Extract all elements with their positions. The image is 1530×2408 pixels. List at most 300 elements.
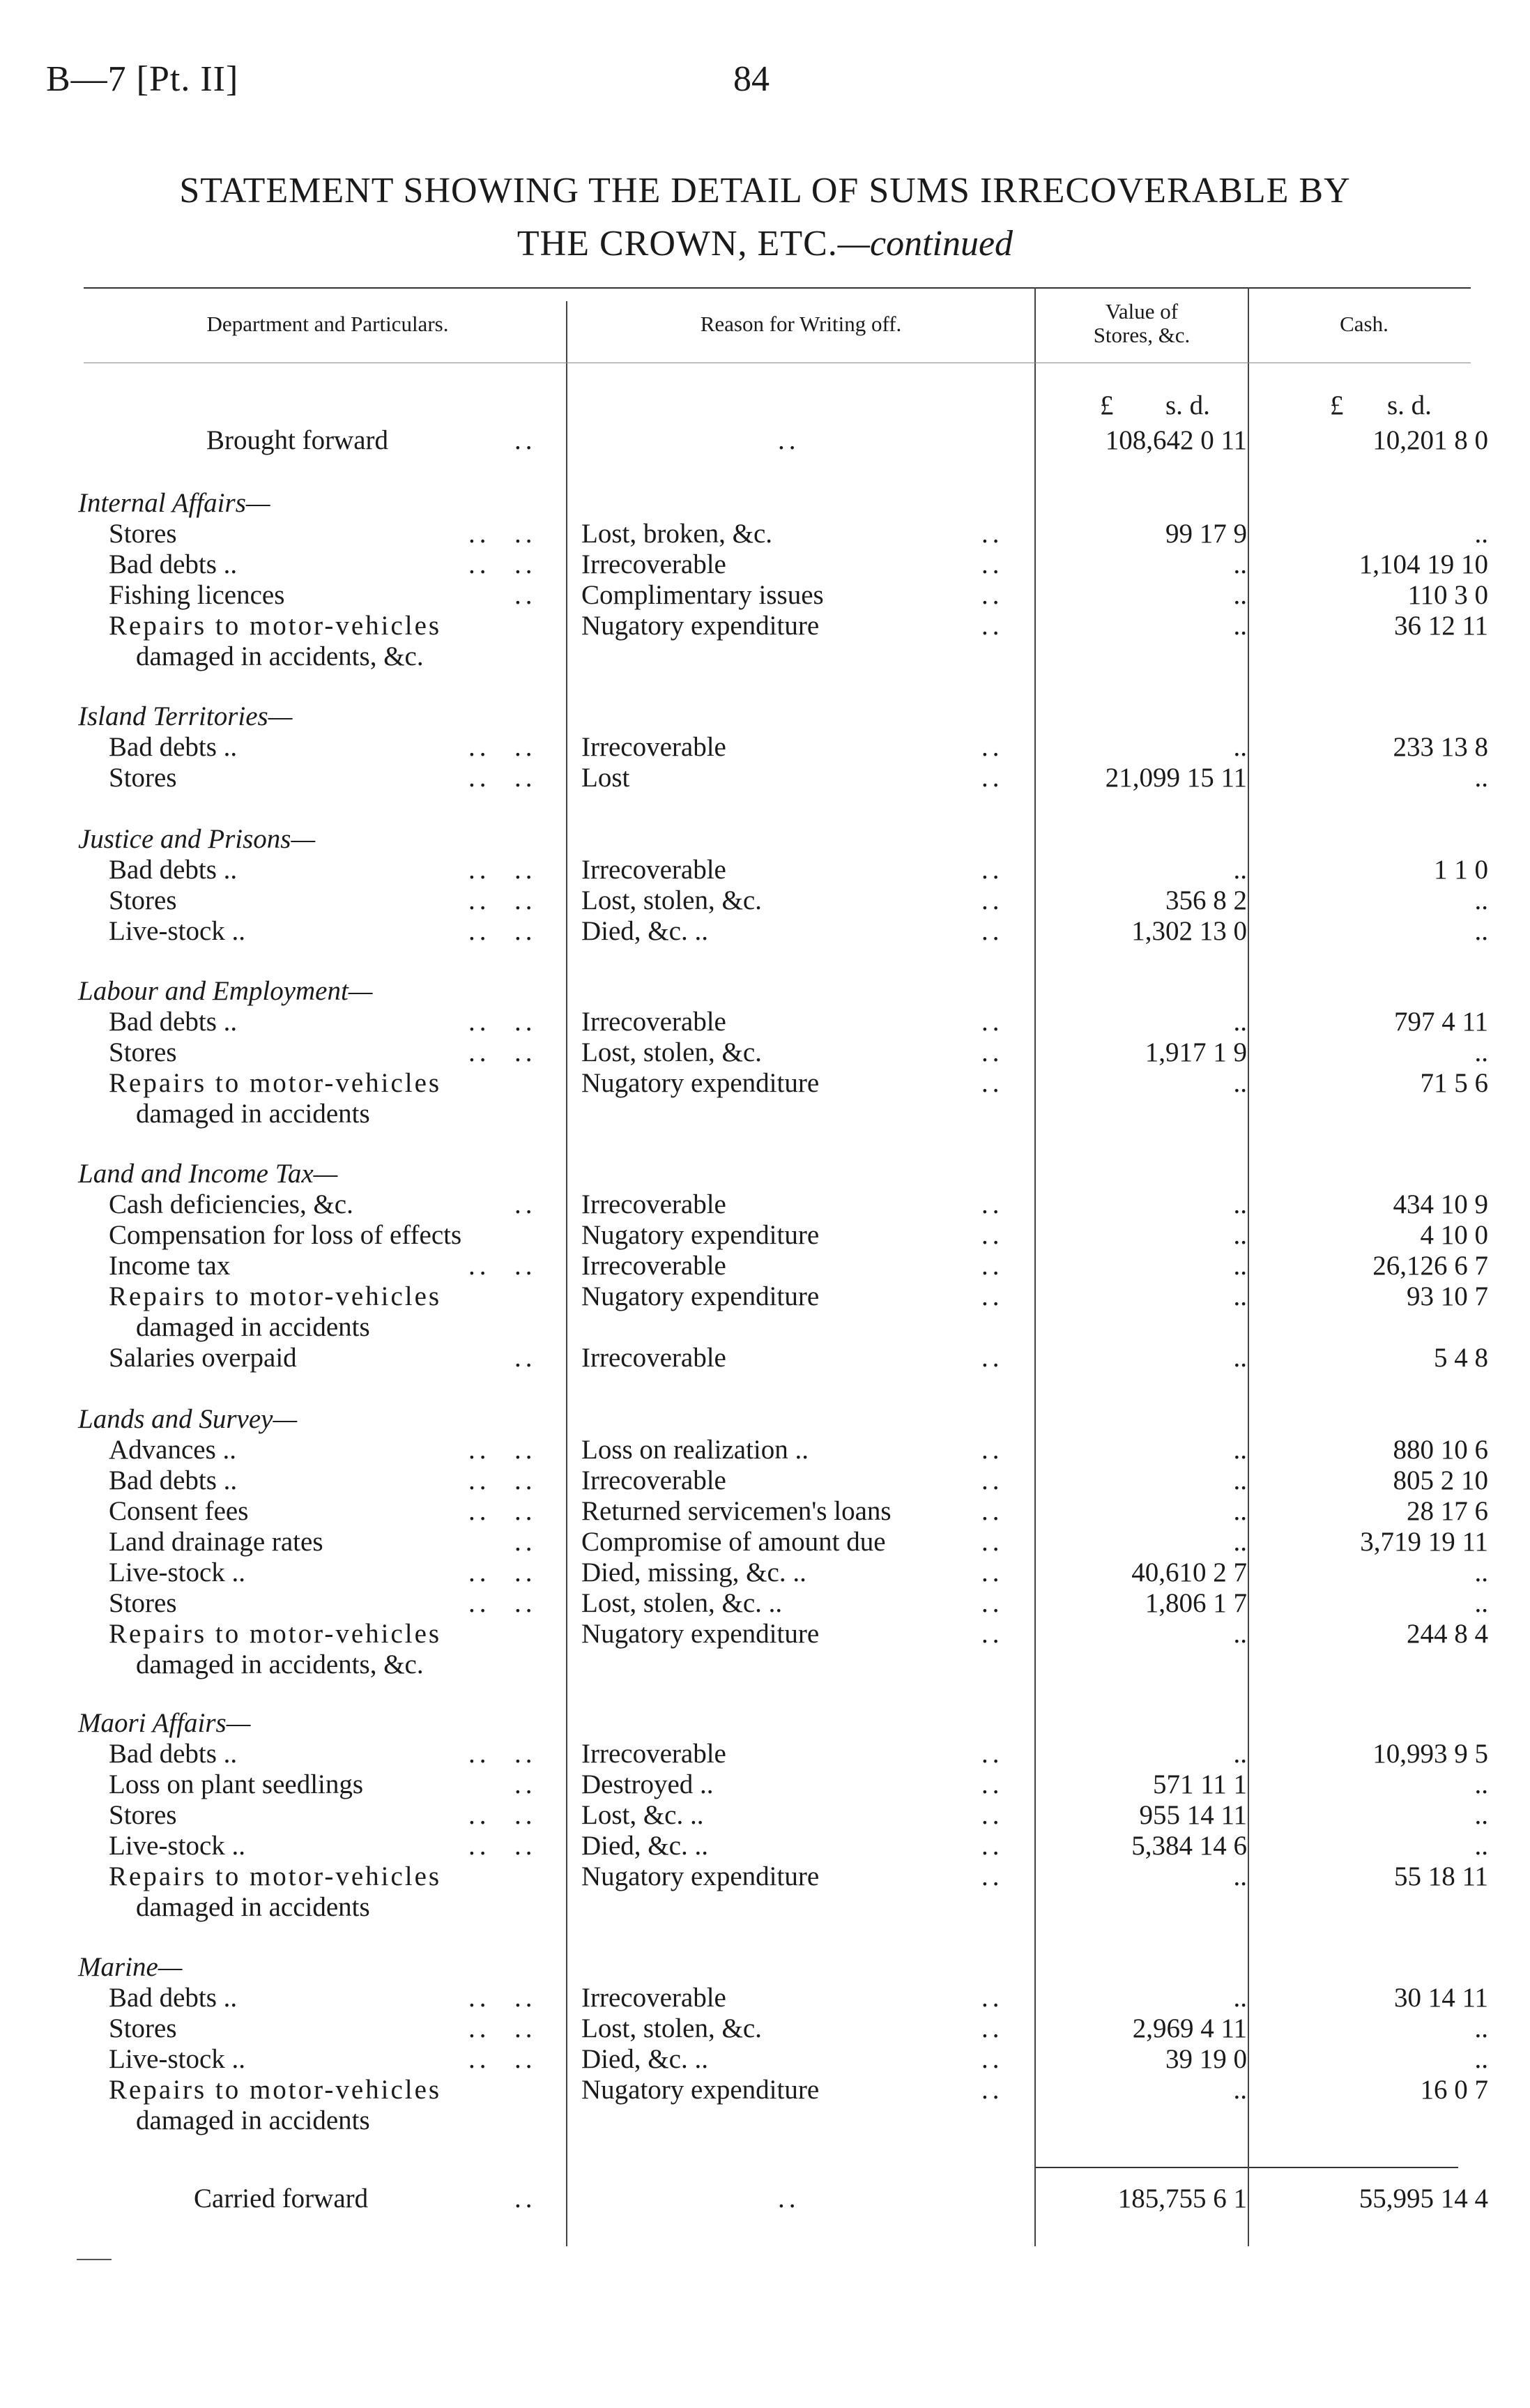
reason-dots: .. [981, 855, 1004, 885]
row-reason: Irrecoverable [581, 1251, 726, 1281]
table-row [0, 1983, 1530, 2013]
table-row [0, 1220, 1530, 1251]
row-item: Repairs to motor-vehicles [109, 611, 442, 641]
reason-dots: .. [981, 1220, 1004, 1250]
row-item: Bad debts .. [109, 732, 238, 762]
table-row [0, 916, 1530, 947]
cash-value: .. [1474, 1037, 1488, 1067]
col-header-stores-line1: Value of [1105, 299, 1179, 323]
row-item: Loss on plant seedlings [109, 1769, 364, 1799]
row-dots: .. [514, 1588, 537, 1618]
row-reason: Compromise of amount due [581, 1527, 886, 1557]
row-item: Repairs to motor-vehicles [109, 1619, 442, 1649]
col-header-dept: Department and Particulars. [206, 312, 449, 336]
table-row [0, 1251, 1530, 1281]
row-reason: Irrecoverable [581, 1465, 726, 1495]
row-dots: .. [514, 916, 537, 946]
row-item: Consent fees [109, 1496, 249, 1526]
row-item: Stores [109, 763, 177, 793]
stores-value: 1,806 1 7 [1145, 1588, 1247, 1618]
cash-value: 30 14 11 [1393, 1983, 1488, 2013]
row-dots: .. [468, 763, 491, 793]
cash-value: 233 13 8 [1393, 732, 1488, 762]
reason-dots: .. [981, 1281, 1004, 1311]
table-row [0, 1619, 1530, 1649]
row-reason: Destroyed .. [581, 1769, 714, 1799]
row-dots: .. [514, 1189, 537, 1219]
section-heading: Internal Affairs— [78, 488, 270, 518]
cash-value: 1,104 19 10 [1359, 549, 1488, 579]
row-dots: .. [514, 1557, 537, 1587]
row-reason: Nugatory expenditure [581, 1281, 820, 1311]
reason-dots: .. [981, 732, 1004, 762]
table-row [0, 1527, 1530, 1557]
reason-dots: .. [981, 1588, 1004, 1618]
row-reason: Died, &c. .. [581, 2044, 708, 2074]
col-header-cash: Cash. [1340, 312, 1389, 336]
stores-sd-unit: s. d. [1165, 390, 1210, 420]
cash-value: .. [1474, 1831, 1488, 1861]
table-row [0, 885, 1530, 916]
cash-value: 110 3 0 [1407, 580, 1488, 610]
section-heading-row [0, 976, 1530, 1007]
row-dots: .. [468, 1557, 491, 1587]
stores-value: .. [1233, 1343, 1247, 1373]
row-dots: .. [468, 519, 491, 549]
row-item: Fishing licences [109, 580, 285, 610]
reason-dots: .. [981, 1557, 1004, 1587]
stores-value: .. [1233, 1861, 1247, 1891]
row-item: Compensation for loss of effects [109, 1220, 462, 1250]
cash-value: 880 10 6 [1393, 1435, 1488, 1465]
row-reason: Irrecoverable [581, 1007, 726, 1037]
table-row [0, 1496, 1530, 1527]
page-number: 84 [733, 59, 770, 99]
row-dots: .. [514, 763, 537, 793]
table-row [0, 1588, 1530, 1619]
table-row [0, 1343, 1530, 1373]
reason-dots: .. [981, 1068, 1004, 1098]
row-dots: .. [514, 1037, 537, 1067]
cash-value: 3,719 19 11 [1360, 1527, 1488, 1557]
stores-value: .. [1233, 1619, 1247, 1649]
row-item: Cash deficiencies, &c. [109, 1189, 353, 1219]
cash-value: 55,995 14 4 [1359, 2184, 1488, 2213]
cash-value: .. [1474, 916, 1488, 946]
stores-value: .. [1233, 1007, 1247, 1037]
table-row [0, 1557, 1530, 1588]
cash-value: 26,126 6 7 [1372, 1251, 1488, 1281]
row-item: Salaries overpaid [109, 1343, 297, 1373]
carried-forward-label: Carried forward [194, 2184, 369, 2213]
row-dots: .. [514, 885, 537, 915]
units-row [0, 390, 1530, 421]
reason-dots: .. [981, 1769, 1004, 1799]
cash-total-rule [1249, 2167, 1458, 2168]
reason-dots: .. [981, 1527, 1004, 1557]
row-dots: .. [514, 1527, 537, 1557]
row-item: Stores [109, 1037, 177, 1067]
table-row [0, 2044, 1530, 2075]
document-reference: B—7 [Pt. II] [46, 59, 239, 99]
row-dots: .. [468, 1831, 491, 1861]
row-reason: Lost [581, 763, 630, 793]
row-dots: .. [514, 1343, 537, 1373]
row-reason: Irrecoverable [581, 855, 726, 885]
section-heading: Maori Affairs— [78, 1708, 251, 1738]
reason-dots: .. [981, 885, 1004, 915]
cash-value: .. [1474, 1557, 1488, 1587]
stores-value: .. [1233, 580, 1247, 610]
row-item: Bad debts .. [109, 1465, 238, 1495]
stores-value: 5,384 14 6 [1131, 1831, 1247, 1861]
row-dots: .. [468, 2044, 491, 2074]
row-item: Advances .. [109, 1435, 237, 1465]
reason-dots: .. [981, 1739, 1004, 1769]
reason-dots: .. [981, 519, 1004, 549]
row-item: Live-stock .. [109, 1557, 246, 1587]
row-reason: Lost, broken, &c. [581, 519, 773, 549]
row-dots: .. [468, 732, 491, 762]
stores-value: .. [1233, 1281, 1247, 1311]
section-heading-row [0, 1404, 1530, 1435]
section-heading-row [0, 488, 1530, 519]
section-heading-row [0, 1952, 1530, 1983]
row-item: Repairs to motor-vehicles [109, 1068, 442, 1098]
reason-dots: .. [981, 1831, 1004, 1861]
table-row [0, 1831, 1530, 1861]
cash-value: .. [1474, 519, 1488, 549]
row-reason: Irrecoverable [581, 732, 726, 762]
table-row-continuation [0, 1892, 1530, 1923]
stores-value: 1,302 13 0 [1131, 916, 1247, 946]
row-item: Bad debts .. [109, 1739, 238, 1769]
row-dots: .. [514, 2184, 537, 2213]
row-item: Stores [109, 2013, 177, 2043]
table-row [0, 1739, 1530, 1769]
reason-dots: .. [981, 1800, 1004, 1830]
reason-dots: .. [981, 1343, 1004, 1373]
row-reason: Lost, &c. .. [581, 1800, 704, 1830]
row-item: Stores [109, 1800, 177, 1830]
reason-dots: .. [981, 1189, 1004, 1219]
reason-dots: .. [981, 2013, 1004, 2043]
cash-value: .. [1474, 763, 1488, 793]
stores-value: .. [1233, 1527, 1247, 1557]
col-header-stores-line2: Stores, &c. [1093, 323, 1191, 347]
row-dots: .. [514, 1800, 537, 1830]
row-dots: .. [514, 1739, 537, 1769]
section-heading: Land and Income Tax— [78, 1159, 338, 1189]
row-reason: Nugatory expenditure [581, 1861, 820, 1891]
reason-dots: .. [981, 549, 1004, 579]
stores-value: 21,099 15 11 [1105, 763, 1247, 793]
row-reason: Irrecoverable [581, 549, 726, 579]
row-dots: .. [514, 1251, 537, 1281]
cash-value: .. [1474, 1800, 1488, 1830]
row-item: Stores [109, 1588, 177, 1618]
row-dots: .. [514, 1435, 537, 1465]
reason-dots: .. [981, 1465, 1004, 1495]
reason-dots: .. [981, 2075, 1004, 2105]
row-dots: .. [514, 855, 537, 885]
table-row [0, 1068, 1530, 1099]
row-dots: .. [468, 1251, 491, 1281]
table-row-continuation [0, 2105, 1530, 2136]
row-dots: .. [514, 2044, 537, 2074]
table-row [0, 1281, 1530, 1312]
table-row-continuation [0, 1099, 1530, 1129]
reason-dots: .. [981, 1251, 1004, 1281]
table-row [0, 2075, 1530, 2105]
stores-value: .. [1233, 2075, 1247, 2105]
reason-dots: .. [981, 611, 1004, 641]
row-item-continuation: damaged in accidents [136, 1312, 370, 1342]
row-dots: .. [468, 1465, 491, 1495]
section-heading-row [0, 1159, 1530, 1189]
cash-value: .. [1474, 1769, 1488, 1799]
row-dots: .. [468, 1588, 491, 1618]
table-row [0, 1007, 1530, 1037]
row-dots: .. [468, 1007, 491, 1037]
row-dots: .. [514, 1983, 537, 2013]
table-row [0, 1037, 1530, 1068]
cash-value: 36 12 11 [1393, 611, 1488, 641]
row-item-continuation: damaged in accidents, &c. [136, 1649, 424, 1679]
table-row [0, 519, 1530, 549]
reason-dots: .. [778, 2184, 800, 2213]
stores-value: 39 19 0 [1165, 2044, 1247, 2074]
reason-dots: .. [981, 1007, 1004, 1037]
stores-value: .. [1233, 1251, 1247, 1281]
reason-dots: .. [981, 1496, 1004, 1526]
stores-value: 2,969 4 11 [1132, 2013, 1247, 2043]
title-continued: —continued [837, 224, 1013, 264]
reason-dots: .. [981, 1861, 1004, 1891]
stores-value: 1,917 1 9 [1145, 1037, 1247, 1067]
stores-value: .. [1233, 1189, 1247, 1219]
carried-forward-row [0, 2184, 1530, 2214]
row-item-continuation: damaged in accidents, &c. [136, 641, 424, 671]
section-heading-row [0, 1708, 1530, 1739]
cash-value: 28 17 6 [1407, 1496, 1488, 1526]
row-dots: .. [514, 1465, 537, 1495]
stores-value: 955 14 11 [1139, 1800, 1247, 1830]
row-reason: Irrecoverable [581, 1189, 726, 1219]
stores-value: 40,610 2 7 [1131, 1557, 1247, 1587]
table-row [0, 1435, 1530, 1465]
stores-value: .. [1233, 1739, 1247, 1769]
col-header-reason: Reason for Writing off. [700, 312, 902, 336]
section-heading-row [0, 701, 1530, 732]
cash-value: 805 2 10 [1393, 1465, 1488, 1495]
reason-dots: .. [981, 1619, 1004, 1649]
cash-value: 4 10 0 [1420, 1220, 1488, 1250]
cash-value: 93 10 7 [1407, 1281, 1488, 1311]
reason-dots: .. [778, 425, 800, 455]
row-reason: Irrecoverable [581, 1343, 726, 1373]
reason-dots: .. [981, 580, 1004, 610]
table-top-rule [84, 287, 1471, 289]
title-line2-text: THE CROWN, ETC. [517, 224, 838, 264]
stores-total-rule [1036, 2167, 1248, 2168]
col-header-stores [1036, 300, 1248, 347]
row-dots: .. [468, 855, 491, 885]
row-dots: .. [468, 2013, 491, 2043]
table-row [0, 1800, 1530, 1831]
reason-dots: .. [981, 1983, 1004, 2013]
reason-dots: .. [981, 1435, 1004, 1465]
row-dots: .. [514, 1831, 537, 1861]
table-row [0, 763, 1530, 793]
table-row-continuation [0, 1312, 1530, 1343]
row-dots: .. [468, 1435, 491, 1465]
row-item: Stores [109, 519, 177, 549]
row-dots: .. [468, 549, 491, 579]
page-title-line2 [0, 223, 1530, 264]
row-dots: .. [468, 1800, 491, 1830]
cash-value: 244 8 4 [1407, 1619, 1488, 1649]
table-row [0, 611, 1530, 641]
stores-value: .. [1233, 549, 1247, 579]
row-dots: .. [468, 1739, 491, 1769]
stores-value: .. [1233, 732, 1247, 762]
cash-value: .. [1474, 885, 1488, 915]
row-reason: Returned servicemen's loans [581, 1496, 892, 1526]
row-item: Income tax [109, 1251, 231, 1281]
row-item: Land drainage rates [109, 1527, 323, 1557]
reason-dots: .. [981, 763, 1004, 793]
row-item-continuation: damaged in accidents [136, 1099, 370, 1129]
row-reason: Lost, stolen, &c. [581, 1037, 762, 1067]
row-item: Live-stock .. [109, 1831, 246, 1861]
stores-value: .. [1233, 1496, 1247, 1526]
stores-pound-unit: £ [1100, 390, 1114, 420]
row-reason: Lost, stolen, &c. [581, 2013, 762, 2043]
row-reason: Irrecoverable [581, 1739, 726, 1769]
row-item: Bad debts .. [109, 855, 238, 885]
stores-value: .. [1233, 1465, 1247, 1495]
table-row-continuation [0, 1649, 1530, 1680]
row-dots: .. [514, 1769, 537, 1799]
table-row [0, 1465, 1530, 1496]
stores-value: 108,642 0 11 [1105, 425, 1247, 455]
stores-value: 185,755 6 1 [1117, 2184, 1247, 2213]
stores-value: .. [1233, 1068, 1247, 1098]
section-heading: Marine— [78, 1952, 183, 1982]
row-dots: .. [468, 1496, 491, 1526]
stores-value: .. [1233, 611, 1247, 641]
stores-value: .. [1233, 1435, 1247, 1465]
row-dots: .. [514, 1496, 537, 1526]
cash-value: 5 4 8 [1434, 1343, 1488, 1373]
cash-pound-unit: £ [1330, 390, 1344, 420]
cash-value: .. [1474, 2013, 1488, 2043]
cash-value: 16 0 7 [1420, 2075, 1488, 2105]
cash-value: 55 18 11 [1393, 1861, 1488, 1891]
row-item: Bad debts .. [109, 549, 238, 579]
row-item: Repairs to motor-vehicles [109, 1861, 442, 1891]
row-reason: Nugatory expenditure [581, 1220, 820, 1250]
row-item: Stores [109, 885, 177, 915]
stores-value: .. [1233, 1983, 1247, 2013]
row-item: Live-stock .. [109, 2044, 246, 2074]
table-row [0, 855, 1530, 885]
stores-value: 356 8 2 [1165, 885, 1247, 915]
table-row [0, 1861, 1530, 1892]
row-reason: Died, missing, &c. .. [581, 1557, 806, 1587]
stores-value: .. [1233, 855, 1247, 885]
row-item: Bad debts .. [109, 1983, 238, 2013]
row-reason: Nugatory expenditure [581, 1068, 820, 1098]
row-item: Live-stock .. [109, 916, 246, 946]
table-row [0, 580, 1530, 611]
stores-value: 99 17 9 [1165, 519, 1247, 549]
row-dots: .. [468, 1037, 491, 1067]
row-reason: Nugatory expenditure [581, 2075, 820, 2105]
cash-value: .. [1474, 2044, 1488, 2074]
table-row [0, 1189, 1530, 1220]
row-dots: .. [514, 1007, 537, 1037]
reason-dots: .. [981, 916, 1004, 946]
cash-value: 10,201 8 0 [1372, 425, 1488, 455]
cash-value: 71 5 6 [1420, 1068, 1488, 1098]
row-item: Repairs to motor-vehicles [109, 1281, 442, 1311]
row-item: Repairs to motor-vehicles [109, 2075, 442, 2105]
brought-forward-row [0, 425, 1530, 456]
section-heading-row [0, 824, 1530, 855]
section-heading: Lands and Survey— [78, 1404, 298, 1434]
row-reason: Loss on realization .. [581, 1435, 809, 1465]
table-row [0, 2013, 1530, 2044]
cash-value: 1 1 0 [1434, 855, 1488, 885]
table-row-continuation [0, 641, 1530, 672]
reason-dots: .. [981, 2044, 1004, 2074]
row-reason: Nugatory expenditure [581, 1619, 820, 1649]
row-reason: Lost, stolen, &c. .. [581, 1588, 783, 1618]
row-dots: .. [514, 425, 537, 455]
row-reason: Died, &c. .. [581, 1831, 708, 1861]
row-dots: .. [514, 580, 537, 610]
section-heading: Island Territories— [78, 701, 293, 731]
row-item: Bad debts .. [109, 1007, 238, 1037]
table-row [0, 549, 1530, 580]
cash-value: 797 4 11 [1393, 1007, 1488, 1037]
row-reason: Nugatory expenditure [581, 611, 820, 641]
cash-value: .. [1474, 1588, 1488, 1618]
row-dots: .. [514, 519, 537, 549]
page-title: STATEMENT SHOWING THE DETAIL OF SUMS IRRECOVERABLE BY [179, 171, 1351, 211]
row-item-continuation: damaged in accidents [136, 1892, 370, 1922]
table-row [0, 732, 1530, 763]
brought-forward-label: Brought forward [206, 425, 389, 455]
cash-value: 10,993 9 5 [1372, 1739, 1488, 1769]
row-item-continuation: damaged in accidents [136, 2105, 370, 2135]
row-dots: .. [514, 2013, 537, 2043]
stores-value: 571 11 1 [1152, 1769, 1247, 1799]
row-reason: Died, &c. .. [581, 916, 708, 946]
row-dots: .. [514, 549, 537, 579]
footer-rule [77, 2259, 112, 2260]
row-dots: .. [468, 916, 491, 946]
cash-sd-unit: s. d. [1387, 390, 1432, 420]
table-row [0, 1769, 1530, 1800]
row-dots: .. [468, 1983, 491, 2013]
stores-value: .. [1233, 1220, 1247, 1250]
row-dots: .. [514, 732, 537, 762]
section-heading: Labour and Employment— [78, 976, 373, 1006]
section-heading: Justice and Prisons— [78, 824, 316, 854]
